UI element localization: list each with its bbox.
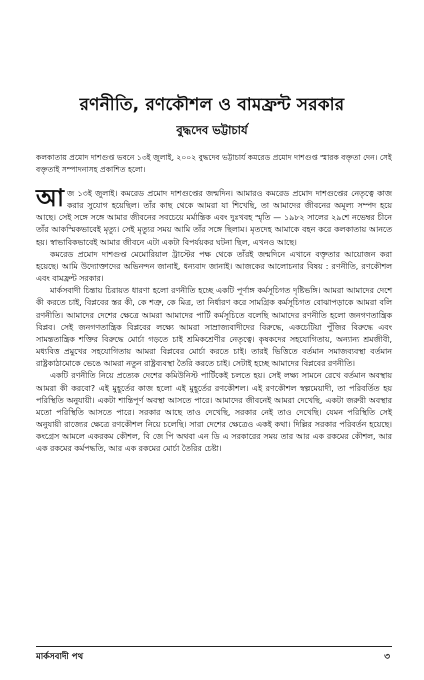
footer-magazine-name: মার্কসবাদী পথ bbox=[36, 652, 84, 662]
article-intro: কলকাতায় প্রমোদ দাশগুপ্ত ভবনে ১৩ই জুলাই, ২০০২ বুদ্ধদেব ভট্টাচার্য কমরেড প্রমোদ দাশগুপ্ত স্মারক বক্তৃতা দেন। সেই বক্তৃতাই সম্পাদনাসহ প্রকাশিত হলো। bbox=[36, 153, 392, 174]
article-body bbox=[36, 183, 392, 455]
article-title: রণনীতি, রণকৌশল ও বামফ্রন্ট সরকার bbox=[79, 95, 345, 115]
footer-divider bbox=[36, 646, 392, 647]
drop-cap: আ bbox=[36, 183, 64, 212]
page-number: ৩ bbox=[384, 652, 390, 662]
article-author: বুদ্ধদেব ভট্টাচার্য bbox=[176, 123, 248, 137]
paragraph-3: মার্কসবাদী চিন্তায় চিরায়ত ধারণা হলো রণনীতি হচ্ছে একটি পূর্ণাঙ্গ কর্মসূচিগত দৃষ্টিভঙ্গি। আমরা আমাদের দেশে কী করতে চাই, বিপ্লবের স্তর কী, কে শত্রু, কে মিত্র, তা নির্ধারণ করে সামগ্রিক কর্মসূচিগত বোঝাপড়াকে আমরা বলি রণনীতি। আমাদের দেশের ক্ষেত্রে আমরা আমাদের পার্টি কর্মসূচিতে বলেছি আমাদের রণনীতি হলো জনগণতান্ত্রিক বিপ্লব। সেই জনগণতান্ত্রিক বিপ্লবের লক্ষ্যে আমরা সাম্রাজ্যবাদীদের বিরুদ্ধে, একচেটিয়া পুঁজির বিরুদ্ধে এবং সামন্ততান্ত্রিক শক্তির বিরুদ্ধে মোর্চা গড়তে চাই শ্রমিকশ্রেণীর নেতৃত্বে। কৃষকদের সহযোগিতায়, অন্যান্য শ্রমজীবী, মধ্যবিত্ত প্রমুখের সহযোগিতায় আমরা বিপ্লবের মোর্চা করতে চাই। তারই ভিত্তিতে বর্তমান সমাজব্যবস্থা বর্তমান রাষ্ট্রকাঠামোকে ভেঙে আমরা নতুন রাষ্ট্রব্যবস্থা তৈরি করতে চাই। সেটাই হচ্ছে আমাদের বিপ্লবের রণনীতি। bbox=[36, 286, 392, 369]
paragraph-4: একটি রণনীতি নিয়ে প্রত্যেক দেশের কমিউনিস্ট পার্টিকেই চলতে হয়। সেই লক্ষ্য সামনে রেখে বর্তমান অবস্থায় আমরা কী করবো? এই মুহূর্তের কাজ হলো এই মুহূর্তের রণকৌশল। এই রণকৌশল স্বল্পমেয়াদী, তা পরিবর্তিত হয় পরিস্থিতি অনুযায়ী। একটা শান্তিপূর্ণ অবস্থা আসতে পারে। আমাদের জীবনেই আমরা দেখেছি, একটা জরুরী অবস্থার মতো পরিস্থিতি আসতে পারে। সরকার আছে তাও দেখেছি, সরকার নেই তাও দেখেছি। যেমন পরিস্থিতি সেই অনুযায়ী রাজ্যের ক্ষেত্রে রণকৌশল নিয়ে চলেছি। সারা দেশের ক্ষেত্রেও একই কথা। দিল্লির সরকার পরিবর্তন হয়েছে। কংগ্রেস আমলে একরকম কৌশল, বি জে পি অথবা এন ডি এ সরকারের সময় তার আর এক রকমের কৌশল, আর এক রকমের কর্মপদ্ধতি, আর এক রকমের মোর্চা তৈরির চেষ্টা। bbox=[36, 371, 392, 454]
paragraph-1 bbox=[36, 183, 392, 249]
paragraph-1-text: জ ১৩ই জুলাই। কমরেড প্রমোদ দাশগুপ্তের জন্মদিন। আমারও কমরেড প্রমোদ দাশগুপ্তের নেতৃত্বে কাজ করার সুযোগ হয়েছিল। তাঁর কাছ থেকে আমরা যা শিখেছি, তা আমাদের জীবনের অমূল্য সম্পদ হয়ে আছে। সেই সঙ্গে সঙ্গে আমার জীবনের সবচেয়ে মর্মান্তিক এবং দুঃখবহ স্মৃতি — ১৯৮২ সালের ২৯শে নভেম্বর চীনে তাঁর আকস্মিকভাবেই মৃত্যু। সেই মৃত্যুর সময় আমি তাঁর সঙ্গে ছিলাম। মৃতদেহ আমাকে বহন করে কলকাতায় আনতে হয়। স্বাভাবিকভাবেই আমার জীবনে এটা একটা বিপর্যয়কর ঘটনা ছিল, এখনও আছে। bbox=[36, 189, 392, 247]
paragraph-2: কমরেড প্রমোদ দাশগুপ্ত মেমোরিয়াল ট্রাস্টের পক্ষ থেকে তাঁরই জন্মদিনে এখানে বক্তৃতার আয়োজন করা হয়েছে। আমি উদ্যোক্তাদের অভিনন্দন জানাই, ধন্যবাদ জানাই। আজকের আলোচনার বিষয় : রণনীতি, রণকৌশল এবং বামফ্রন্ট সরকার। bbox=[36, 249, 392, 284]
